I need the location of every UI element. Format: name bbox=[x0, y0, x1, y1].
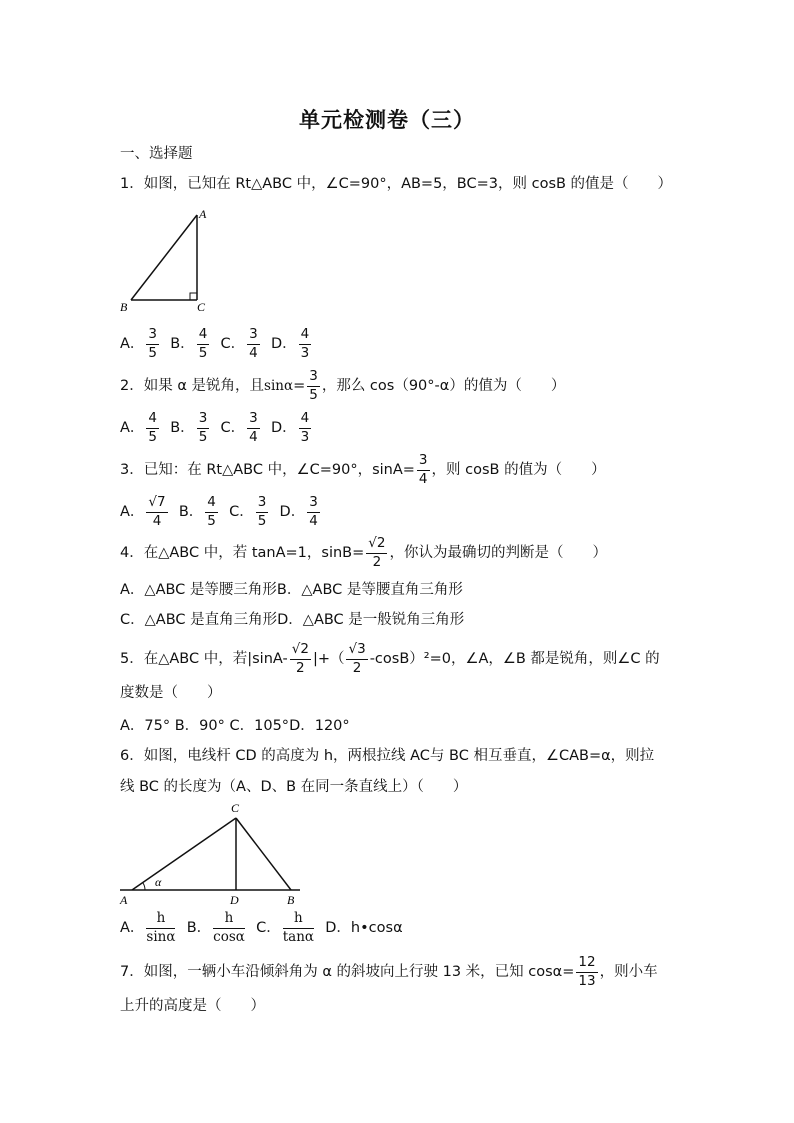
option-d[interactable]: D． $\frac{4}{3}$ bbox=[270, 326, 310, 361]
question-4-options-row2 bbox=[120, 610, 464, 630]
section-heading: 一、选择题 bbox=[120, 146, 193, 162]
vertex-c-label: C bbox=[197, 300, 206, 314]
option-a[interactable]: A．75° bbox=[120, 718, 171, 734]
side-ab bbox=[131, 215, 197, 300]
question-6-text-line1: 6．如图，电线杆 CD 的高度为 h，两根拉线 AC与 BC 相互垂直，∠CAB=α，则拉 bbox=[120, 748, 655, 764]
option-d[interactable]: D．△ABC 是一般锐角三角形 bbox=[277, 612, 465, 628]
question-5-text: 5．在△ABC 中，若|sinA- $\frac{√2}{2}$ |+（ $\frac{√3}{2}$ -cosB）²=0，∠A，∠B 都是锐角，则∠C 的 bbox=[120, 641, 660, 676]
vertex-d-label: D bbox=[230, 893, 239, 907]
option-b[interactable]: B． $\frac{4}{5}$ bbox=[178, 494, 216, 529]
option-b[interactable]: B．90° bbox=[174, 718, 225, 734]
wire-ac bbox=[132, 818, 236, 890]
option-c[interactable]: C． $\frac{h}{\tan\alpha}$ bbox=[256, 910, 315, 945]
question-3-options bbox=[120, 496, 322, 528]
option-b[interactable]: B．△ABC 是等腰直角三角形 bbox=[276, 582, 463, 598]
option-d[interactable]: D．120° bbox=[289, 718, 350, 734]
question-5-text-line2: 度数是（ ） bbox=[120, 685, 222, 701]
option-c[interactable]: C．△ABC 是直角三角形 bbox=[120, 612, 278, 628]
vertex-a-label: A bbox=[199, 207, 207, 221]
option-a[interactable]: A． $\frac{4}{5}$ bbox=[120, 410, 158, 445]
option-a[interactable]: A． $\frac{h}{\sin\alpha}$ bbox=[120, 910, 176, 945]
question-1-figure bbox=[115, 205, 215, 317]
option-b[interactable]: B． $\frac{h}{\cos\alpha}$ bbox=[186, 910, 245, 945]
question-2-options bbox=[120, 412, 313, 444]
question-3-text: 3．已知：在 Rt△ABC 中，∠C=90°，sinA= $\frac{3}{4}$ ，则 cosB 的值为（ ） bbox=[120, 452, 606, 487]
option-d[interactable]: D． $\frac{3}{4}$ bbox=[279, 494, 318, 529]
question-6-options bbox=[120, 912, 403, 944]
option-d[interactable]: D． $\frac{4}{3}$ bbox=[270, 410, 310, 445]
question-1-options bbox=[120, 328, 313, 360]
page-title: 单元检测卷（三） bbox=[299, 108, 475, 132]
option-a[interactable]: A．△ABC 是等腰三角形 bbox=[120, 582, 277, 598]
vertex-c-label: C bbox=[231, 801, 240, 815]
question-7-text-line2: 上升的高度是（ ） bbox=[120, 998, 265, 1014]
question-4-text: 4．在△ABC 中，若 tanA=1，sinB= $\frac{√2}{2}$ ，你认为最确切的判断是（ ） bbox=[120, 535, 607, 570]
option-b[interactable]: B． $\frac{3}{5}$ bbox=[170, 410, 208, 445]
option-a[interactable]: A． $\frac{√7}{4}$ bbox=[120, 494, 166, 529]
question-6-figure bbox=[115, 798, 310, 908]
option-a[interactable]: A． $\frac{3}{5}$ bbox=[120, 326, 158, 361]
option-c[interactable]: C． $\frac{3}{4}$ bbox=[220, 326, 258, 361]
question-7-text: 7．如图，一辆小车沿倾斜角为 α 的斜坡向上行驶 13 米，已知 cosα= $\frac{12}{13}$ ，则小车 bbox=[120, 954, 658, 989]
vertex-b-label: B bbox=[287, 893, 295, 907]
option-d[interactable]: D．h•cosα bbox=[325, 920, 403, 936]
option-b[interactable]: B． $\frac{4}{5}$ bbox=[170, 326, 208, 361]
option-c[interactable]: C．105° bbox=[229, 718, 290, 734]
option-c[interactable]: C． $\frac{3}{4}$ bbox=[220, 410, 258, 445]
angle-alpha-label: α bbox=[155, 875, 162, 889]
question-6-text-line2: 线 BC 的长度为（A、D、B 在同一条直线上）（ ） bbox=[120, 779, 468, 795]
question-4-options-row1 bbox=[120, 580, 463, 600]
vertex-b-label: B bbox=[120, 300, 128, 314]
wire-bc bbox=[236, 818, 291, 890]
question-5-options bbox=[120, 716, 350, 736]
question-2-text: 2．如果 α 是锐角，且sinα= $\frac{3}{5}$ ，那么 cos（90°-α）的值为（ ） bbox=[120, 368, 566, 403]
question-1-text: 1．如图，已知在 Rt△ABC 中，∠C=90°，AB=5，BC=3，则 cosB 的值是（ ） bbox=[120, 176, 673, 192]
angle-alpha-arc bbox=[143, 883, 145, 890]
right-angle-mark bbox=[190, 293, 197, 300]
vertex-a-label: A bbox=[120, 893, 128, 907]
option-c[interactable]: C． $\frac{3}{5}$ bbox=[229, 494, 267, 529]
